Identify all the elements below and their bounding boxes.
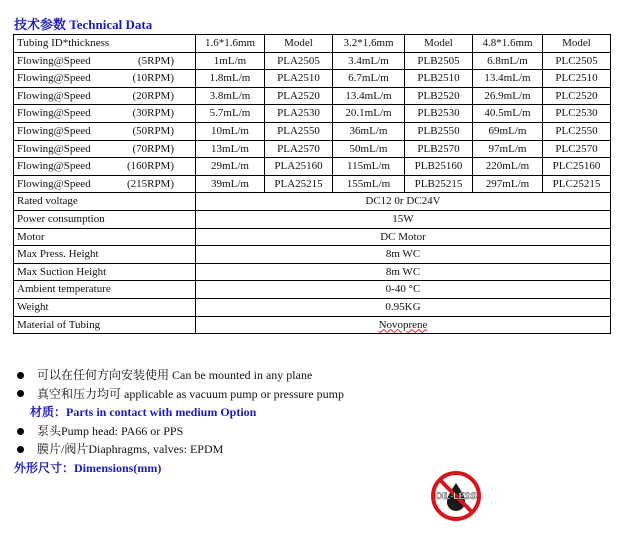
spec-value-cell: [196, 281, 611, 299]
flow-speed-text: (30RPM): [132, 107, 174, 120]
table-body: [14, 35, 611, 334]
table-cell: 13mL/m: [196, 140, 265, 158]
table-cell: 10mL/m: [196, 122, 265, 140]
flow-label-text: Flowing@Speed: [17, 54, 91, 67]
table-row: [14, 52, 611, 70]
spec-label-cell: Weight: [14, 298, 196, 316]
table-row: [14, 281, 611, 299]
flow-label: [17, 123, 192, 140]
table-row: [14, 175, 611, 193]
flow-label-cell: [14, 158, 196, 176]
table-row: [14, 263, 611, 281]
spec-value-cell: [196, 210, 611, 228]
flow-speed-text: (10RPM): [132, 72, 174, 85]
flow-speed-text: (215RPM): [126, 177, 174, 190]
flow-label-text: Flowing@Speed: [17, 124, 91, 137]
badge-text: OIL-LESS: [435, 491, 477, 501]
header-cell: Model: [543, 35, 611, 53]
spec-label-cell: Motor: [14, 228, 196, 246]
table-row: [14, 228, 611, 246]
spec-label-cell: Ambient temperature: [14, 281, 196, 299]
table-cell: 6.7mL/m: [333, 70, 405, 88]
diaphragm-text: 膜片/阀片Diaphragms, valves: EPDM: [37, 442, 224, 457]
table-cell: PLA25160: [265, 158, 333, 176]
table-cell: PLB2505: [405, 52, 473, 70]
table-row: [14, 210, 611, 228]
flow-speed-text: (50RPM): [132, 124, 174, 137]
spec-value-cell: [196, 298, 611, 316]
header-cell: 4.8*1.6mm: [473, 35, 543, 53]
spec-label-cell: Rated voltage: [14, 193, 196, 211]
table-row: [14, 193, 611, 211]
table-row: [14, 70, 611, 88]
spec-value: 8m WC: [385, 248, 421, 261]
flow-speed-text: (160RPM): [126, 160, 174, 173]
spec-value-cell: [196, 246, 611, 264]
table-cell: PLB2550: [405, 122, 473, 140]
flow-label-text: Flowing@Speed: [17, 160, 91, 173]
technical-data-table: [13, 34, 611, 334]
table-row: [14, 140, 611, 158]
table-cell: 3.8mL/m: [196, 87, 265, 105]
flow-label: [17, 53, 192, 70]
header-cell: Model: [405, 35, 473, 53]
table-cell: 220mL/m: [473, 158, 543, 176]
table-cell: 39mL/m: [196, 175, 265, 193]
spec-value-cell: [196, 316, 611, 334]
table-cell: 6.8mL/m: [473, 52, 543, 70]
feature-list: [14, 366, 344, 478]
bullet-dot: [17, 390, 24, 397]
flow-label: [17, 176, 192, 193]
table-cell: 97mL/m: [473, 140, 543, 158]
table-cell: PLA2520: [265, 87, 333, 105]
spec-value-cell: [196, 263, 611, 281]
table-cell: PLA2570: [265, 140, 333, 158]
table-cell: 36mL/m: [333, 122, 405, 140]
page-title: 技术参数 Technical Data: [14, 17, 153, 32]
table-cell: 5.7mL/m: [196, 105, 265, 123]
table-cell: PLC2550: [543, 122, 611, 140]
table-cell: PLA2550: [265, 122, 333, 140]
spec-value: DC12 0r DC24V: [365, 195, 441, 208]
table-cell: 69mL/m: [473, 122, 543, 140]
bullet-dot: [17, 446, 24, 453]
material-heading: 材质：Parts in contact with medium Option: [30, 405, 257, 420]
flow-label-cell: [14, 140, 196, 158]
table-cell: 1.8mL/m: [196, 70, 265, 88]
header-cell: Model: [265, 35, 333, 53]
list-item: [14, 366, 344, 385]
table-cell: PLC2530: [543, 105, 611, 123]
spec-value: DC Motor: [380, 230, 426, 243]
table-cell: PLB25215: [405, 175, 473, 193]
flow-speed-text: (70RPM): [132, 142, 174, 155]
flow-label: [17, 70, 192, 87]
table-row: [14, 122, 611, 140]
table-cell: 20.1mL/m: [333, 105, 405, 123]
table-cell: 29mL/m: [196, 158, 265, 176]
list-item: [14, 440, 344, 459]
flow-label-cell: [14, 175, 196, 193]
flow-label-text: Flowing@Speed: [17, 89, 91, 102]
table-row: [14, 246, 611, 264]
table-cell: PLB2570: [405, 140, 473, 158]
table-cell: PLC25160: [543, 158, 611, 176]
spec-value: 0.95KG: [385, 300, 421, 313]
pump-head-text: 泵头Pump head: PA66 or PPS: [37, 423, 184, 438]
table-cell: 26.9mL/m: [473, 87, 543, 105]
flow-label-text: Flowing@Speed: [17, 107, 91, 120]
spec-label-cell: Material of Tubing: [14, 316, 196, 334]
header-cell: Tubing ID*thickness: [14, 35, 196, 53]
spec-label-cell: Max Suction Height: [14, 263, 196, 281]
table-cell: PLB2530: [405, 105, 473, 123]
dimensions-heading: 外形尺寸：Dimensions(mm): [14, 460, 162, 475]
header-cell: 3.2*1.6mm: [333, 35, 405, 53]
header-cell: 1.6*1.6mm: [196, 35, 265, 53]
table-cell: PLC2520: [543, 87, 611, 105]
table-cell: PLB25160: [405, 158, 473, 176]
flow-label: [17, 158, 192, 175]
table-cell: PLB2510: [405, 70, 473, 88]
flow-label-cell: [14, 122, 196, 140]
table-cell: PLC25215: [543, 175, 611, 193]
table-row: [14, 316, 611, 334]
flow-label: [17, 141, 192, 158]
table-cell: 50mL/m: [333, 140, 405, 158]
spec-value: 8m WC: [385, 265, 421, 278]
table-header-row: [14, 35, 611, 53]
mount-text: 可以在任何方向安装使用 Can be mounted in any plane: [37, 368, 313, 382]
oil-less-icon: [430, 470, 482, 522]
table-cell: 40.5mL/m: [473, 105, 543, 123]
table-cell: PLB2520: [405, 87, 473, 105]
table-row: [14, 87, 611, 105]
flow-speed-text: (20RPM): [132, 89, 174, 102]
list-item: [14, 422, 344, 441]
spec-value: 15W: [392, 212, 414, 225]
table-cell: 3.4mL/m: [333, 52, 405, 70]
table-row: [14, 158, 611, 176]
table-cell: PLA2505: [265, 52, 333, 70]
flow-label-cell: [14, 70, 196, 88]
spec-value: Novoprene: [378, 318, 428, 331]
table-cell: PLA2530: [265, 105, 333, 123]
flow-label-cell: [14, 52, 196, 70]
table-cell: PLC2570: [543, 140, 611, 158]
bullet-dot: [17, 372, 24, 379]
flow-label-text: Flowing@Speed: [17, 142, 91, 155]
flow-label-text: Flowing@Speed: [17, 177, 91, 190]
flow-label: [17, 105, 192, 122]
table-cell: PLC2505: [543, 52, 611, 70]
table-row: [14, 298, 611, 316]
spec-label-cell: Max Press. Height: [14, 246, 196, 264]
flow-label-cell: [14, 105, 196, 123]
flow-label-text: Flowing@Speed: [17, 72, 91, 85]
table-cell: 13.4mL/m: [473, 70, 543, 88]
spec-value-cell: [196, 193, 611, 211]
table-cell: 297mL/m: [473, 175, 543, 193]
flow-speed-text: (5RPM): [137, 54, 174, 67]
table-cell: PLC2510: [543, 70, 611, 88]
table-cell: PLA2510: [265, 70, 333, 88]
flow-label: [17, 88, 192, 105]
vacuum-text: 真空和压力均可 applicable as vacuum pump or pressure pump: [37, 386, 344, 401]
table-row: [14, 105, 611, 123]
table-cell: 13.4mL/m: [333, 87, 405, 105]
table-cell: PLA25215: [265, 175, 333, 193]
spec-value-cell: [196, 228, 611, 246]
list-item: [14, 385, 344, 404]
bullet-dot: [17, 428, 24, 435]
flow-label-cell: [14, 87, 196, 105]
table-cell: 155mL/m: [333, 175, 405, 193]
table-cell: 115mL/m: [333, 158, 405, 176]
spec-label-cell: Power consumption: [14, 210, 196, 228]
table-cell: 1mL/m: [196, 52, 265, 70]
spec-value: 0-40 °C: [385, 283, 421, 296]
